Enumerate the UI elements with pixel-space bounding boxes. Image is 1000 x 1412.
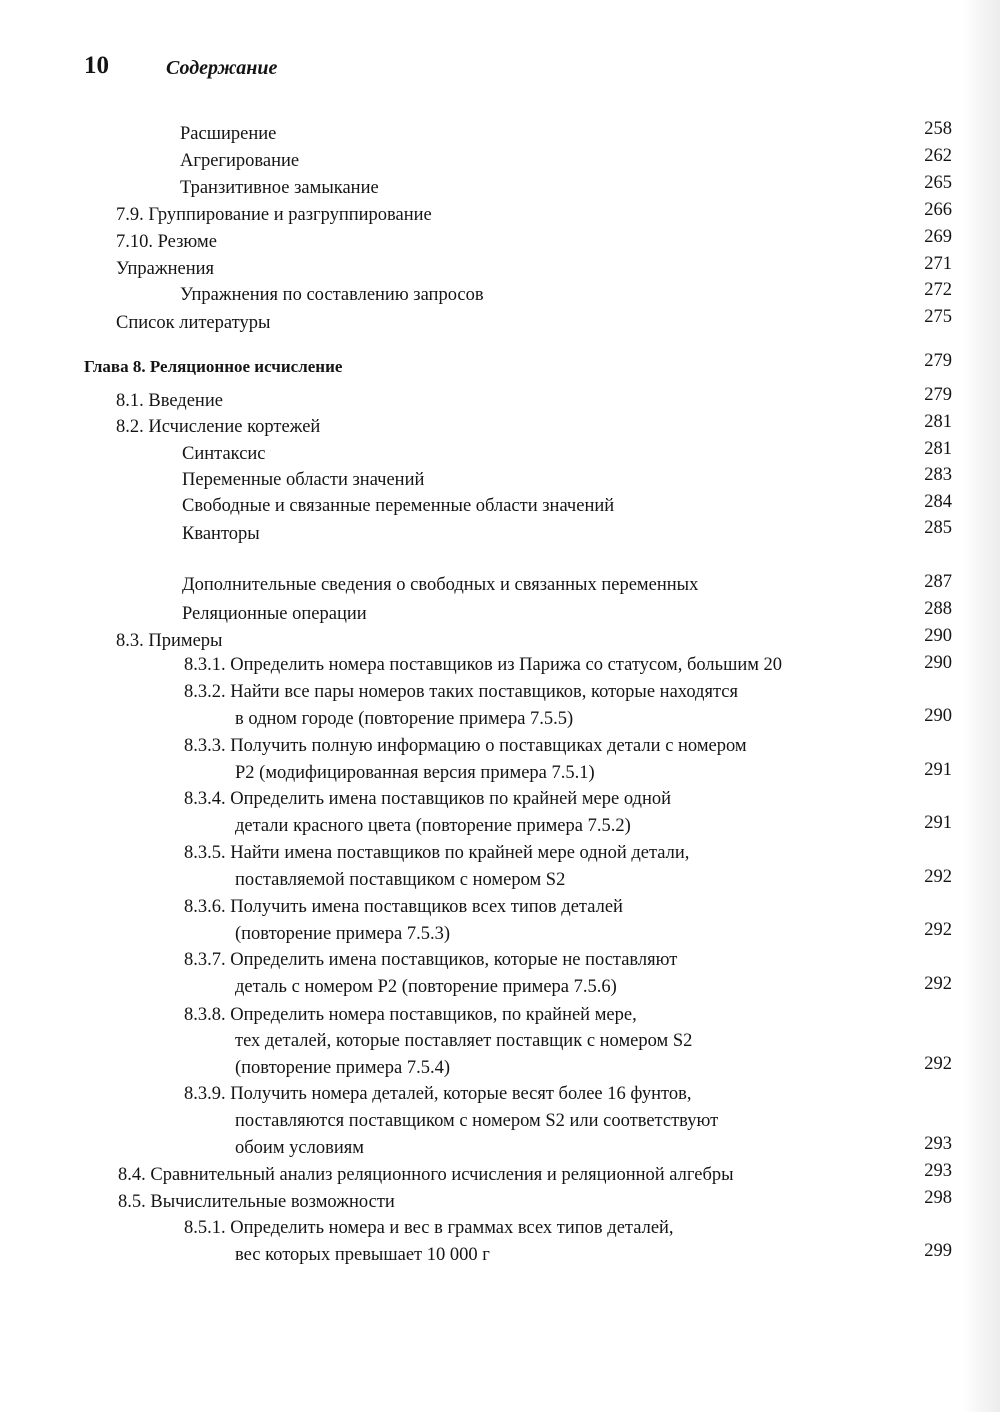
toc-entry-title: 8.1. Введение [116, 391, 223, 411]
toc-page-number: 292 [924, 920, 952, 940]
toc-page-number: 292 [924, 974, 952, 994]
toc-page-number: 290 [924, 626, 952, 646]
toc-page-number: 265 [924, 173, 952, 193]
toc-entry-title: Транзитивное замыкание [180, 178, 379, 198]
toc-entry-title: Свободные и связанные переменные области значений [182, 496, 615, 516]
page-edge-shadow [962, 0, 1000, 1412]
toc-entry-title: Переменные области значений [182, 470, 425, 490]
toc-entry-title: Синтаксис [182, 444, 266, 464]
toc-entry-line: 8.3.5. Найти имена поставщиков по крайней мере одной детали, [184, 843, 690, 863]
toc-page-number: 290 [924, 653, 952, 673]
toc-entry-line: 8.3.9. Получить номера деталей, которые весят более 16 фунтов, [184, 1084, 692, 1104]
toc-entry-title: 8.4. Сравнительный анализ реляционного исчисления и реляционной алгебры [118, 1165, 734, 1185]
running-head-title: Содержание [166, 57, 278, 79]
toc-entry-line: деталь с номером Р2 (повторение примера 7.5.6) [235, 977, 617, 997]
toc-entry-line: 8.3.2. Найти все пары номеров таких поставщиков, которые находятся [184, 682, 739, 702]
toc-entry-line: тех деталей, которые поставляет поставщик с номером S2 [235, 1031, 693, 1051]
toc-entry-title: Расширение [180, 124, 277, 144]
toc-page-number: 285 [924, 518, 952, 538]
toc-page-number: 281 [924, 412, 952, 432]
toc-page-number: 288 [924, 599, 952, 619]
toc-entry-title: Кванторы [182, 524, 260, 544]
toc-page-number: 269 [924, 227, 952, 247]
toc-page-number: 275 [924, 307, 952, 327]
toc-entry-line: 8.3.7. Определить имена поставщиков, которые не поставляют [184, 950, 678, 970]
toc-entry-title: 8.5. Вычислительные возможности [118, 1192, 395, 1212]
toc-page-number: 293 [924, 1134, 952, 1154]
toc-page-number: 292 [924, 1054, 952, 1074]
toc-entry-line: Р2 (модифицированная версия примера 7.5.1) [235, 763, 595, 783]
toc-entry-line: 8.3.4. Определить имена поставщиков по крайней мере одной [184, 789, 672, 809]
toc-entry-line: 8.3.6. Получить имена поставщиков всех типов деталей [184, 897, 623, 917]
toc-entry-title: Дополнительные сведения о свободных и связанных переменных [182, 575, 699, 595]
toc-entry-title: 8.3. Примеры [116, 631, 223, 651]
toc-page-number: 284 [924, 492, 952, 512]
toc-entry-title: Упражнения [116, 259, 215, 279]
chapter-heading: Глава 8. Реляционное исчисление [84, 357, 343, 376]
page-number: 10 [84, 52, 109, 79]
toc-entry-title: Список литературы [116, 313, 271, 333]
toc-entry-line: в одном городе (повторение примера 7.5.5) [235, 709, 574, 729]
toc-page-number: 281 [924, 439, 952, 459]
toc-entry-line: поставляемой поставщиком с номером S2 [235, 870, 566, 890]
toc-page-number: 299 [924, 1241, 952, 1261]
toc-page-number: 283 [924, 465, 952, 485]
toc-page-number: 272 [924, 280, 952, 300]
toc-entry-line: детали красного цвета (повторение примера 7.5.2) [235, 816, 631, 836]
toc-entry-line: 8.3.3. Получить полную информацию о поставщиках детали с номером [184, 736, 747, 756]
toc-entry-title: 7.10. Резюме [116, 232, 217, 252]
toc-page-number: 298 [924, 1188, 952, 1208]
toc-page-number: 293 [924, 1161, 952, 1181]
toc-entry-line: 8.5.1. Определить номера и вес в граммах всех типов деталей, [184, 1218, 674, 1238]
toc-entry-line: обоим условиям [235, 1138, 364, 1158]
toc-page-number: 290 [924, 706, 952, 726]
toc-entry-title: 8.2. Исчисление кортежей [116, 417, 321, 437]
toc-page-number: 279 [924, 351, 952, 371]
toc-entry-title: Упражнения по составлению запросов [180, 285, 484, 305]
toc-entry-line: 8.3.8. Определить номера поставщиков, по крайней мере, [184, 1005, 637, 1025]
toc-entry-title: 7.9. Группирование и разгруппирование [116, 205, 432, 225]
toc-entry-line: поставляются поставщиком с номером S2 или соответствуют [235, 1111, 719, 1131]
toc-page-number: 291 [924, 760, 952, 780]
toc-page-number: 291 [924, 813, 952, 833]
toc-page-number: 279 [924, 385, 952, 405]
toc-page-number: 292 [924, 867, 952, 887]
toc-page-number: 287 [924, 572, 952, 592]
toc-entry-title: Агрегирование [180, 151, 300, 171]
toc-entry-line: (повторение примера 7.5.3) [235, 924, 450, 944]
toc-entry-title: 8.3.1. Определить номера поставщиков из Парижа со статусом, большим 20 [184, 655, 783, 675]
toc-page-number: 262 [924, 146, 952, 166]
toc-entry-line: вес которых превышает 10 000 г [235, 1245, 490, 1265]
toc-page-number: 258 [924, 119, 952, 139]
toc-entry-title: Реляционные операции [182, 604, 367, 624]
toc-page-number: 266 [924, 200, 952, 220]
toc-entry-line: (повторение примера 7.5.4) [235, 1058, 450, 1078]
toc-page-number: 271 [924, 254, 952, 274]
